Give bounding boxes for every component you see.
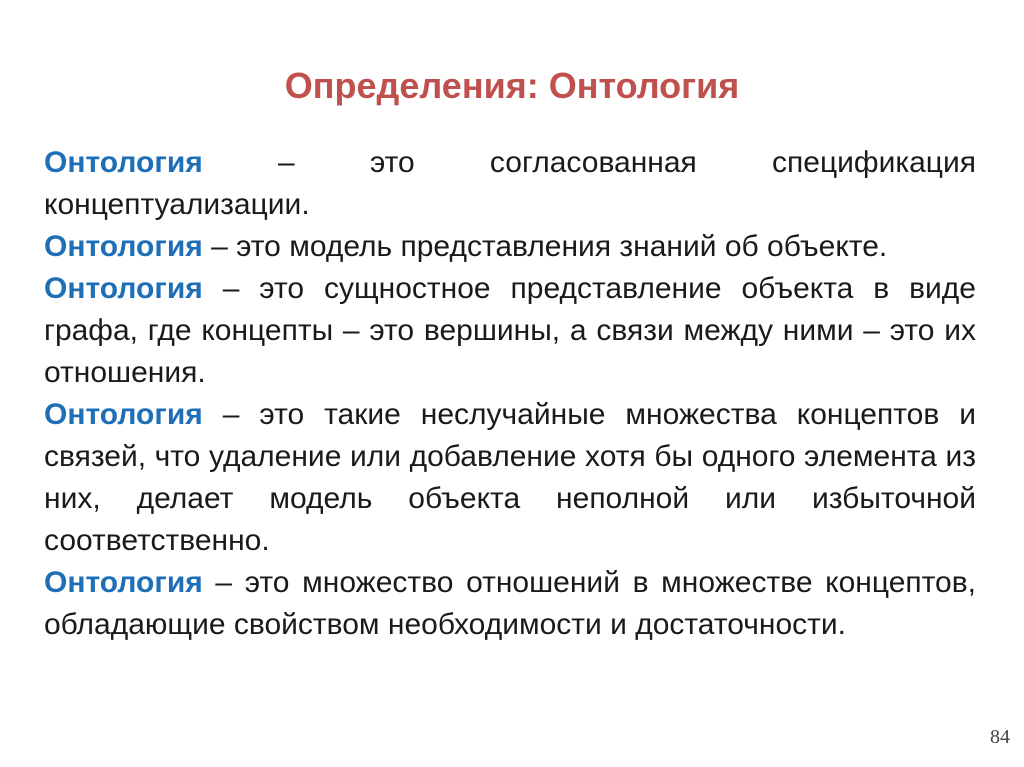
definition-term: Онтология (44, 272, 203, 305)
definition-item (44, 226, 976, 268)
slide-title: Определения: Онтология (284, 65, 740, 107)
definition-text: – это такие неслучайные множества концептов и связей, что удаление или добавление хотя бы одного элемента из них, делает модель объекта неполной или избыточной соответственно. (44, 398, 976, 557)
definition-text: – это множество отношений в множестве концептов, обладающие свойством необходимости и достаточности. (44, 566, 976, 641)
definition-term: Онтология (44, 230, 203, 263)
definition-item (44, 394, 976, 562)
definition-item (44, 562, 976, 646)
page-number: 84 (990, 726, 1010, 748)
definition-item (44, 268, 976, 394)
definition-term: Онтология (44, 566, 203, 599)
definition-text: – это сущностное представление объекта в виде графа, где концепты – это вершины, а связи между ними – это их отношения. (44, 272, 976, 389)
definition-term: Онтология (44, 398, 203, 431)
definition-text: – это согласованная спецификация концептуализации. (44, 146, 976, 221)
definition-text: – это модель представления знаний об объекте. (202, 230, 888, 263)
definitions-list (44, 142, 976, 646)
definition-item (44, 142, 976, 226)
definition-term: Онтология (44, 146, 203, 179)
